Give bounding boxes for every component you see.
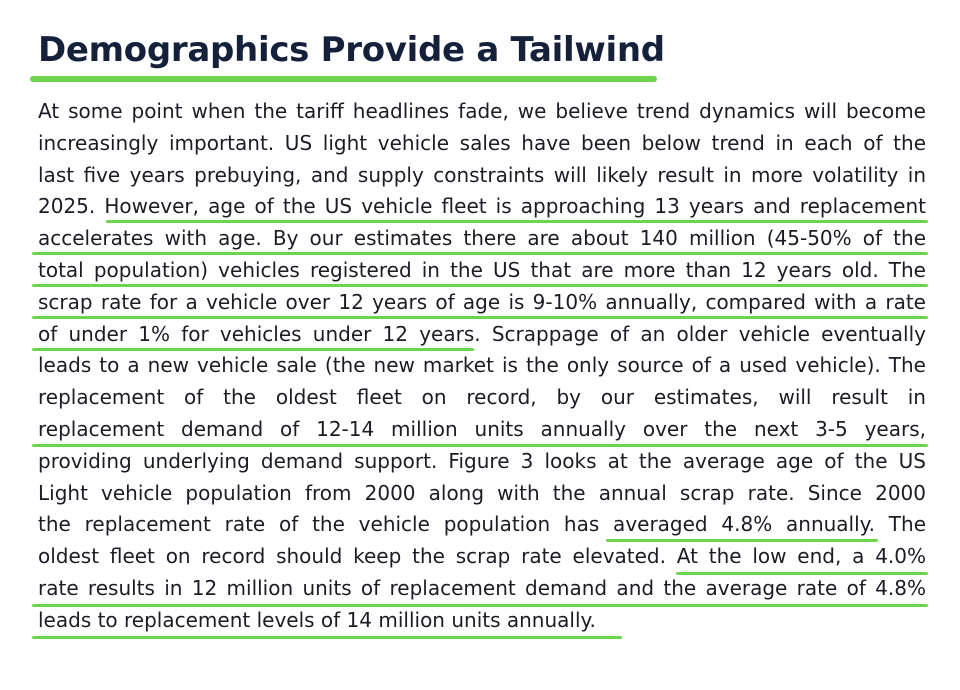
paragraph-line: 2025. However, age of the US vehicle fleet is approaching 13 years and replacement [38,194,926,219]
paragraph-line: the replacement rate of the vehicle population has averaged 4.8% annually. The [38,512,926,537]
paragraph-line: providing underlying demand support. Figure 3 looks at the average age of the US [38,448,926,473]
body-paragraph [38,96,926,637]
title-underline [30,76,657,82]
paragraph-line: accelerates with age. By our estimates there are about 140 million (45-50% of the [38,226,926,251]
paragraph-line: replacement of the oldest fleet on record, by our estimates, will result in [38,385,926,410]
paragraph-line: oldest fleet on record should keep the scrap rate elevated. At the low end, a 4.0% [38,544,926,569]
paragraph-line: leads to replacement levels of 14 million units annually. [38,607,596,632]
paragraph-line: scrap rate for a vehicle over 12 years of age is 9-10% annually, compared with a rate [38,289,926,314]
paragraph-line: of under 1% for vehicles under 12 years. Scrappage of an older vehicle eventually [38,321,926,346]
paragraph-line: increasingly important. US light vehicle sales have been below trend in each of the [38,130,926,155]
section-title: Demographics Provide a Tailwind [38,30,665,70]
paragraph-line: Light vehicle population from 2000 along with the annual scrap rate. Since 2000 [38,480,926,505]
paragraph-line: total population) vehicles registered in the US that are more than 12 years old. The [38,257,926,282]
paragraph-line: leads to a new vehicle sale (the new market is the only source of a used vehicle). The [38,353,926,378]
paragraph-line: At some point when the tariff headlines fade, we believe trend dynamics will become [38,99,926,123]
paragraph-line: last five years prebuying, and supply constraints will likely result in more volatility in [38,162,926,187]
paragraph-line: replacement demand of 12-14 million units annually over the next 3-5 years, [38,416,926,441]
paragraph-line: rate results in 12 million units of replacement demand and the average rate of 4.8% [38,575,926,600]
